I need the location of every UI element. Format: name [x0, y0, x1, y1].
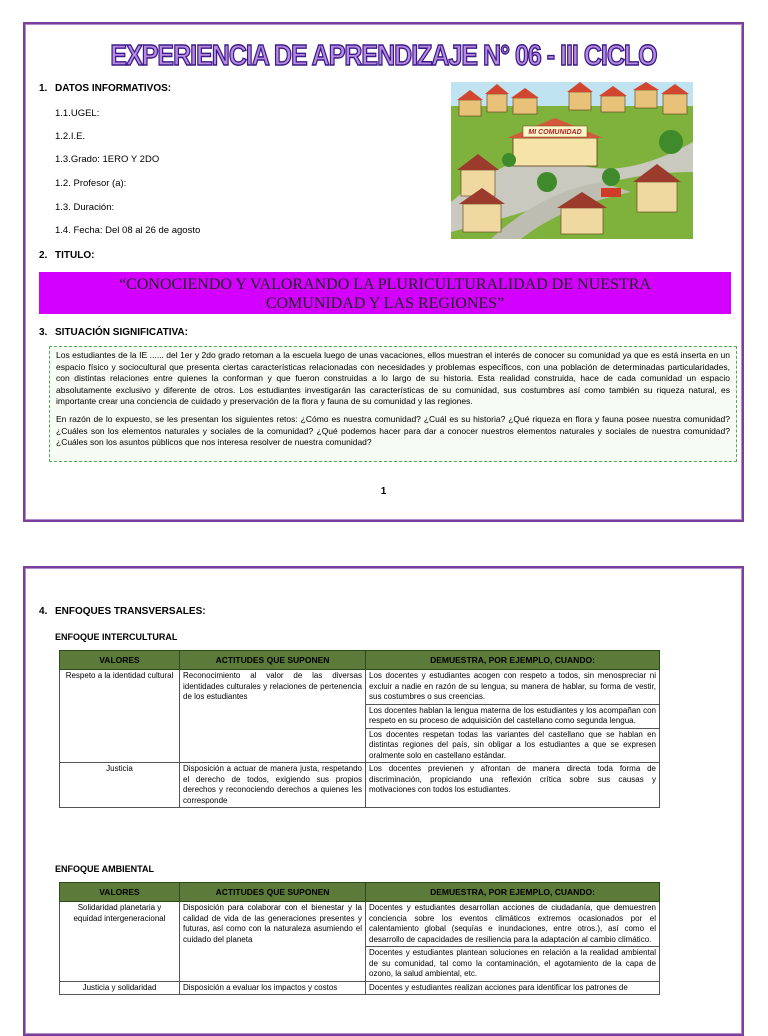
section-number: 2.: [39, 250, 48, 261]
community-illustration: [451, 82, 693, 239]
section-label: SITUACIÓN SIGNIFICATIVA:: [55, 327, 188, 338]
page-number: 1: [380, 486, 387, 497]
section-number: 1.: [39, 83, 48, 94]
header-demuestra: DEMUESTRA, POR EJEMPLO, CUANDO:: [366, 883, 660, 902]
section-number: 4.: [39, 606, 48, 617]
table-row: [60, 763, 660, 808]
header-actitudes: ACTITUDES QUE SUPONEN: [180, 883, 366, 902]
section-label: TITULO:: [55, 250, 95, 261]
header-actitudes: ACTITUDES QUE SUPONEN: [180, 651, 366, 670]
ejemplo-cell: Los docentes previenen y afrontan de manera directa toda forma de discriminación, propiciando una reflexión crítica sobre sus causas y motivaciones con todos los estudiantes.: [366, 763, 660, 808]
section-titulo: [39, 250, 94, 261]
table-row: [60, 981, 660, 995]
info-ugel: 1.1.UGEL:: [55, 108, 100, 119]
enfoque-intercultural-table: [59, 650, 660, 808]
section-label: ENFOQUES TRANSVERSALES:: [55, 606, 206, 617]
valor-cell: Justicia: [60, 763, 180, 808]
enfoque-intercultural-title: ENFOQUE INTERCULTURAL: [55, 632, 178, 642]
section-situacion: [39, 327, 188, 338]
section-enfoques: [39, 606, 206, 617]
document-page-2: [23, 566, 744, 1036]
ejemplo-cell: Los docentes y estudiantes acogen con respeto a todos, sin menospreciar ni excluir a nadie en razón de su lengua, su manera de hablar, su forma de vestir, sus costumbres o sus creencias.: [366, 670, 660, 705]
title-banner: [39, 272, 731, 314]
table-header-row: [60, 651, 660, 670]
info-ie: 1.2.I.E.: [55, 131, 86, 142]
info-grado: 1.3.Grado: 1ERO Y 2DO: [55, 154, 160, 165]
section-datos-informativos: [39, 83, 171, 94]
section-label: DATOS INFORMATIVOS:: [55, 83, 172, 94]
valor-cell: Respeto a la identidad cultural: [60, 670, 180, 763]
ejemplo-cell: Docentes y estudiantes realizan acciones para identificar los patrones de: [366, 981, 660, 995]
ejemplo-cell: Los docentes respetan todas las variantes del castellano que se hablan en distintas regiones del país, sin obligar a los estudiantes a que se expresen oralmente solo en castellano estándar.: [366, 728, 660, 763]
table-header-row: [60, 883, 660, 902]
section-number: 3.: [39, 327, 48, 338]
ejemplo-cell: Los docentes hablan la lengua materna de los estudiantes y los acompañan con respeto en su proceso de adquisición del castellano como segunda lengua.: [366, 704, 660, 728]
actitud-cell: Disposición a evaluar los impactos y costos: [180, 981, 366, 995]
table-row: [60, 670, 660, 705]
illustration-caption: MI COMUNIDAD: [528, 129, 582, 136]
info-duracion: 1.3. Duración:: [55, 202, 115, 213]
title-banner-line-2: COMUNIDAD Y LAS REGIONES”: [265, 295, 505, 312]
ejemplo-cell: Docentes y estudiantes desarrollan acciones de ciudadanía, que demuestren conciencia sobre los eventos climáticos extremos ocasionados por el calentamiento global (sequías e inundaciones, entre otros.), así como el desarrollo de capacidades de resiliencia para la adaptación al cambio climático.: [366, 902, 660, 947]
valor-cell: Solidaridad planetaria y equidad intergeneracional: [60, 902, 180, 982]
info-profesor: 1.2. Profesor (a):: [55, 178, 127, 189]
situacion-paragraph-1: Los estudiantes de la IE ...... del 1er y 2do grado retoman a la escuela luego de unas vacaciones, ellos muestran el interés de conocer su comunidad ya que es está inserta en un espacio físico y sociocultural que presenta ciertas características relacionadas con necesidades y problemas específicos, con una población de determinadas particularidades, con distintas relaciones entre quienes la conforman y que fueron construidas a lo largo de su historia. Esta realidad construida, hace de cada comunidad un espacio absolutamente exclusivo y diferente de otros. Los estudiantes investigarán las características de su comunidad, sus costumbres así como también su riqueza natural, es importante crear una conciencia de cuidado y preservación de la flora y fauna de su comunidad y las regiones.: [56, 350, 730, 407]
actitud-cell: Disposición a actuar de manera justa, respetando el derecho de todos, exigiendo sus propios derechos y reconociendo derechos a quienes les corresponde: [180, 763, 366, 808]
actitud-cell: Reconocimiento al valor de las diversas identidades culturales y relaciones de pertenencia de los estudiantes: [180, 670, 366, 763]
document-page-1: [23, 22, 744, 522]
document-title: EXPERIENCIA DE APRENDIZAJE N° 06 - III CICLO: [110, 39, 657, 73]
info-fecha: 1.4. Fecha: Del 08 al 26 de agosto: [55, 225, 201, 236]
table-row: [60, 902, 660, 947]
valor-cell: Justicia y solidaridad: [60, 981, 180, 995]
header-valores: VALORES: [60, 651, 180, 670]
header-valores: VALORES: [60, 883, 180, 902]
enfoque-ambiental-table: [59, 882, 660, 995]
title-banner-line-1: “CONOCIENDO Y VALORANDO LA PLURICULTURALIDAD DE NUESTRA: [119, 276, 651, 293]
actitud-cell: Disposición para colaborar con el bienestar y la calidad de vida de las generaciones presentes y futuras, así como con la naturaleza asumiendo el cuidado del planeta: [180, 902, 366, 982]
situacion-paragraph-2: En razón de lo expuesto, se les presentan los siguientes retos: ¿Cómo es nuestra comunidad? ¿Cuál es su historia? ¿Qué riqueza en flora y fauna posee nuestra comunidad? ¿Cuáles son los elementos naturales y sociales de la comunidad? ¿Qué podemos hacer para dar a conocer nuestros elementos naturales y sociales de nuestra comunidad? ¿Cuáles son los asuntos públicos que nos interesa resolver de nuestra comunidad?: [56, 413, 730, 448]
ejemplo-cell: Docentes y estudiantes plantean soluciones en relación a la realidad ambiental de su comunidad, tal como la contaminación, el agotamiento de la capa de ozono, la salud ambiental, etc.: [366, 947, 660, 982]
header-demuestra: DEMUESTRA, POR EJEMPLO, CUANDO:: [366, 651, 660, 670]
enfoque-ambiental-title: ENFOQUE AMBIENTAL: [55, 864, 154, 874]
situacion-box: [49, 346, 737, 462]
